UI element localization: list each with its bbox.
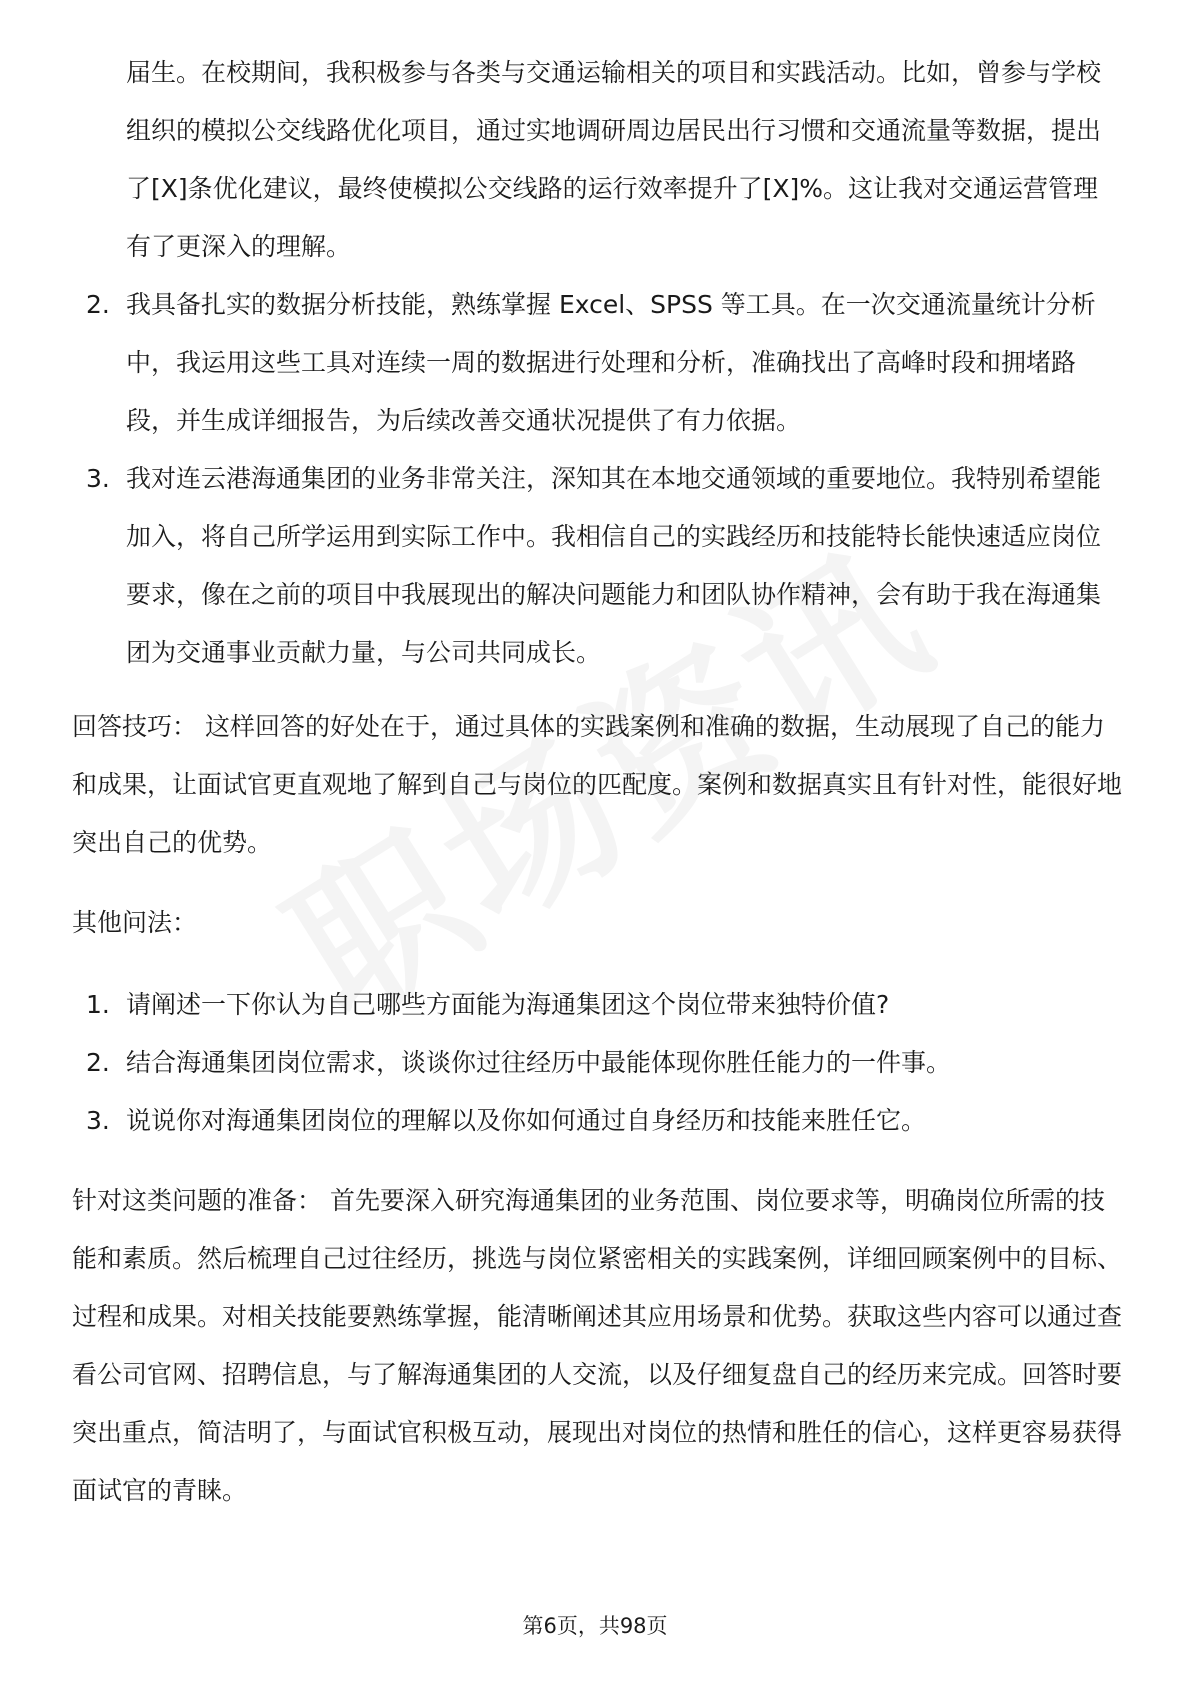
other-question-2 bbox=[72, 1034, 1122, 1092]
list-number: 3. bbox=[86, 1106, 110, 1135]
answer-item-2 bbox=[72, 276, 1122, 450]
answer-continuation: 届生。在校期间，我积极参与各类与交通运输相关的项目和实践活动。比如，曾参与学校组织的模拟公交线路优化项目，通过实地调研周边居民出行习惯和交通流量等数据，提出了[X]条优化建议，最终使模拟公交线路的运行效率提升了[X]%。这让我对交通运营管理有了更深入的理解。 bbox=[126, 58, 1102, 261]
preparation-paragraph: 针对这类问题的准备： 首先要深入研究海通集团的业务范围、岗位要求等，明确岗位所需的技能和素质。然后梳理自己过往经历，挑选与岗位紧密相关的实践案例，详细回顾案例中的目标、过程和成果。对相关技能要熟练掌握，能清晰阐述其应用场景和优势。获取这些内容可以通过查看公司官网、招聘信息，与了解海通集团的人交流，以及仔细复盘自己的经历来完成。回答时要突出重点，简洁明了，与面试官积极互动，展现出对岗位的热情和胜任的信心，这样更容易获得面试官的青睐。 bbox=[72, 1186, 1123, 1505]
list-number: 1. bbox=[86, 990, 110, 1019]
list-number: 3. bbox=[86, 464, 110, 493]
other-questions-list bbox=[72, 976, 1122, 1150]
list-number: 2. bbox=[86, 290, 110, 319]
list-item-text: 请阐述一下你认为自己哪些方面能为海通集团这个岗位带来独特价值? bbox=[126, 990, 890, 1019]
list-item-text: 说说你对海通集团岗位的理解以及你如何通过自身经历和技能来胜任它。 bbox=[126, 1106, 927, 1135]
list-item-text: 我对连云港海通集团的业务非常关注，深知其在本地交通领域的重要地位。我特别希望能加入，将自己所学运用到实际工作中。我相信自己的实践经历和技能特长能快速适应岗位要求，像在之前的项目中我展现出的解决问题能力和团队协作精神，会有助于我在海通集团为交通事业贡献力量，与公司共同成长。 bbox=[126, 464, 1102, 667]
list-item-text: 我具备扎实的数据分析技能，熟练掌握 Excel、SPSS 等工具。在一次交通流量统计分析中，我运用这些工具对连续一周的数据进行处理和分析，准确找出了高峰时段和拥堵路段，并生成详细报告，为后续改善交通状况提供了有力依据。 bbox=[126, 290, 1096, 435]
other-question-1 bbox=[72, 976, 1122, 1034]
list-item-text: 结合海通集团岗位需求，谈谈你过往经历中最能体现你胜任能力的一件事。 bbox=[126, 1048, 952, 1077]
page-content bbox=[72, 44, 1122, 1520]
other-questions-heading: 其他问法： bbox=[72, 908, 198, 937]
answer-tips: 回答技巧： 这样回答的好处在于，通过具体的实践案例和准确的数据，生动展现了自己的能力和成果，让面试官更直观地了解到自己与岗位的匹配度。案例和数据真实且有针对性，能很好地突出自己的优势。 bbox=[72, 712, 1123, 857]
list-number: 2. bbox=[86, 1048, 110, 1077]
other-question-3 bbox=[72, 1092, 1122, 1150]
page-footer: 第6页，共98页 bbox=[522, 1614, 668, 1638]
answer-item-3 bbox=[72, 450, 1122, 682]
